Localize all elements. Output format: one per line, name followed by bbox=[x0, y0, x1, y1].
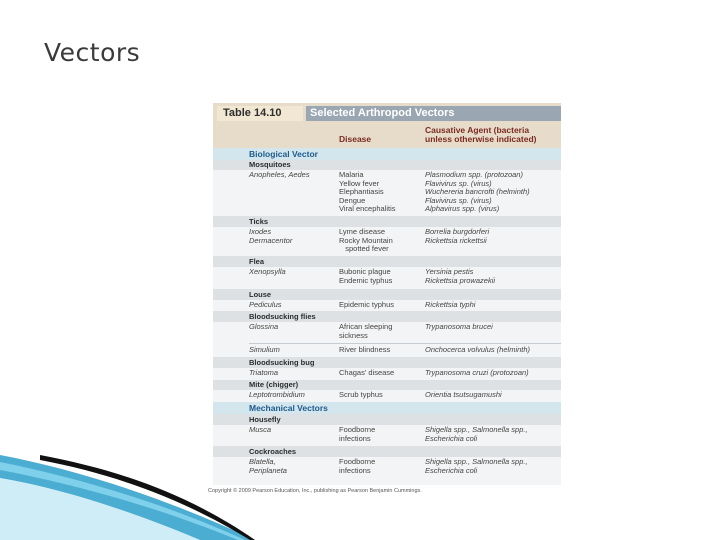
table-row bbox=[213, 227, 561, 255]
disease-cell: River blindness bbox=[339, 345, 391, 354]
vector-cell: Ixodes Dermacentor bbox=[249, 227, 293, 245]
agent-cell: Trypanosoma brucei bbox=[425, 322, 493, 331]
table-row bbox=[213, 368, 561, 380]
group-ticks: Ticks bbox=[213, 216, 561, 227]
table-row bbox=[213, 457, 561, 485]
section-biological-vector: Biological Vector bbox=[213, 148, 561, 160]
slide-title: Vectors bbox=[44, 38, 141, 67]
table-row bbox=[213, 425, 561, 445]
group-bloodsucking-bug: Bloodsucking bug bbox=[213, 357, 561, 368]
agent-cell: Borrelia burgdorferi Rickettsia rickettsii bbox=[425, 227, 490, 245]
group-housefly: Housefly bbox=[213, 414, 561, 425]
disease-cell: Scrub typhus bbox=[339, 390, 383, 399]
group-mosquitoes: Mosquitoes bbox=[213, 160, 561, 170]
vector-cell: Xenopsylla bbox=[249, 267, 286, 276]
table-row bbox=[213, 267, 561, 288]
agent-cell: Orientia tsutsugamushi bbox=[425, 390, 502, 399]
disease-cell: Foodborne infections bbox=[339, 457, 376, 475]
group-flea: Flea bbox=[213, 256, 561, 267]
vector-cell: Glossina bbox=[249, 322, 279, 331]
section-mechanical-vectors: Mechanical Vectors bbox=[213, 402, 561, 414]
disease-cell: Epidemic typhus bbox=[339, 300, 395, 309]
group-bloodsucking-flies: Bloodsucking flies bbox=[213, 311, 561, 322]
col-header-disease: Disease bbox=[339, 134, 372, 144]
disease-cell: Malaria Yellow fever Elephantiasis Dengue Viral encephalitis bbox=[339, 170, 396, 213]
vector-cell: Blatella, Periplaneta bbox=[249, 457, 287, 475]
agent-cell: Yersinia pestis Rickettsia prowazekii bbox=[425, 267, 496, 285]
agent-cell: Trypanosoma cruzi (protozoan) bbox=[425, 368, 529, 377]
col-header-agent-line1: Causative Agent (bacteria bbox=[425, 125, 530, 135]
disease-cell: Lyme disease Rocky Mountain spotted fever bbox=[339, 227, 393, 253]
table-row bbox=[213, 345, 561, 356]
disease-cell: Foodborne infections bbox=[339, 425, 376, 443]
arthropod-vectors-table bbox=[213, 103, 561, 485]
agent-cell: Shigella spp., Salmonella spp., Escherichia coli bbox=[425, 457, 528, 475]
disease-cell: African sleeping sickness bbox=[339, 322, 393, 340]
disease-cell: Chagas' disease bbox=[339, 368, 395, 377]
agent-cell: Rickettsia typhi bbox=[425, 300, 476, 309]
disease-cell: Bubonic plague Endemic typhus bbox=[339, 267, 393, 285]
table-row bbox=[213, 170, 561, 216]
group-cockroaches: Cockroaches bbox=[213, 446, 561, 457]
table-header bbox=[213, 103, 561, 148]
group-louse: Louse bbox=[213, 289, 561, 300]
agent-cell: Onchocerca volvulus (helminth) bbox=[425, 345, 531, 354]
table-title: Selected Arthropod Vectors bbox=[306, 106, 561, 121]
table-row bbox=[213, 300, 561, 311]
copyright-credit: Copyright © 2009 Pearson Education, Inc., publishing as Pearson Benjamin Cummings. bbox=[208, 488, 422, 494]
vector-cell: Leptotrombidium bbox=[249, 390, 305, 399]
vector-cell: Anopheles, Aedes bbox=[249, 170, 310, 179]
vector-cell: Simulium bbox=[249, 345, 280, 354]
col-header-agent-line2: unless otherwise indicated) bbox=[425, 134, 537, 144]
table-row bbox=[213, 390, 561, 402]
row-divider bbox=[249, 343, 561, 344]
vector-cell: Musca bbox=[249, 425, 272, 434]
vector-cell: Triatoma bbox=[249, 368, 279, 377]
agent-cell: Shigella spp., Salmonella spp., Escherichia coli bbox=[425, 425, 528, 443]
vector-cell: Pediculus bbox=[249, 300, 282, 309]
table-row bbox=[213, 322, 561, 342]
agent-cell: Plasmodium spp. (protozoan) Flavivirus sp. (virus) Wuchereria bancrofti (helminth) Flavivirus sp. (virus) Alphavirus spp. (virus) bbox=[425, 170, 530, 213]
table-number: Table 14.10 bbox=[217, 106, 303, 121]
group-mite: Mite (chigger) bbox=[213, 380, 561, 390]
